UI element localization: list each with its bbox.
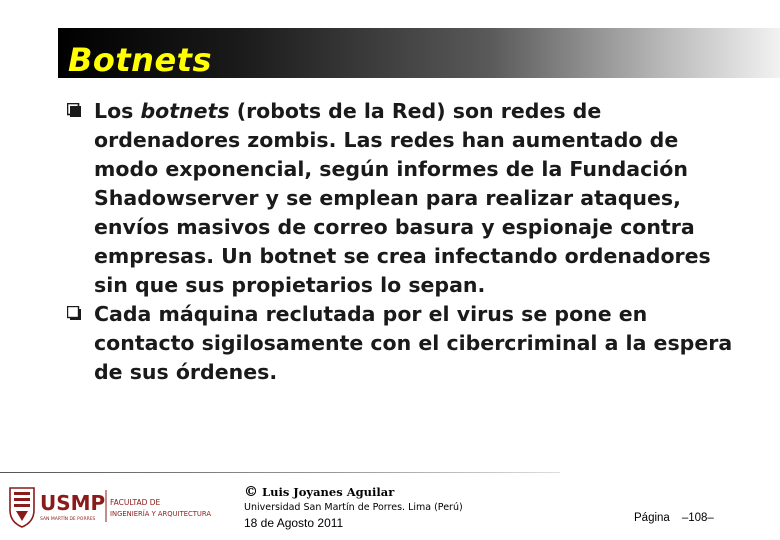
copyright-icon: © <box>244 484 258 500</box>
bullet-1-emphasis: botnets <box>140 99 230 123</box>
page-label: Página <box>634 512 670 524</box>
copyright-author <box>244 484 394 500</box>
usmp-logo <box>8 484 218 530</box>
bullet-2-text: Cada máquina reclutada por el virus se pone en contacto sigilosamente con el cibercriminal a la espera de sus órdenes. <box>94 302 733 384</box>
checkbox-bullet-icon <box>67 306 81 320</box>
page-indicator <box>634 512 714 524</box>
svg-text:SAN MARTÍN DE PORRES: SAN MARTÍN DE PORRES <box>40 517 96 522</box>
university-name: Universidad San Martín de Porres. Lima (Perú) <box>244 502 463 513</box>
page-number: –108– <box>681 512 714 524</box>
author-name: Luis Joyanes Aguilar <box>262 485 395 499</box>
bullet-item-1 <box>64 97 744 300</box>
checkbox-bullet-icon <box>67 103 81 117</box>
footer-divider <box>0 472 560 473</box>
slide-title: Botnets <box>68 41 212 79</box>
usmp-crest-icon <box>10 488 34 527</box>
svg-text:USMP: USMP <box>40 491 106 515</box>
bullet-1-text: (robots de la Red) son redes de ordenadores zombis. Las redes han aumentado de modo exponencial, según informes de la Fundación Shadowserver y se emplean para realizar ataques, envíos masivos de correo basura y espionaje contra empresas. Un botnet se crea infectando ordenadores sin que sus propietarios lo sepan. <box>94 99 711 297</box>
bullet-item-2 <box>64 300 744 387</box>
svg-text:INGENIERÍA Y ARQUITECTURA: INGENIERÍA Y ARQUITECTURA <box>110 510 212 518</box>
svg-text:FACULTAD DE: FACULTAD DE <box>110 498 161 507</box>
slide-content <box>64 97 744 387</box>
slide-date: 18 de Agosto 2011 <box>244 516 344 530</box>
bullet-1-prefix: Los <box>94 99 141 123</box>
